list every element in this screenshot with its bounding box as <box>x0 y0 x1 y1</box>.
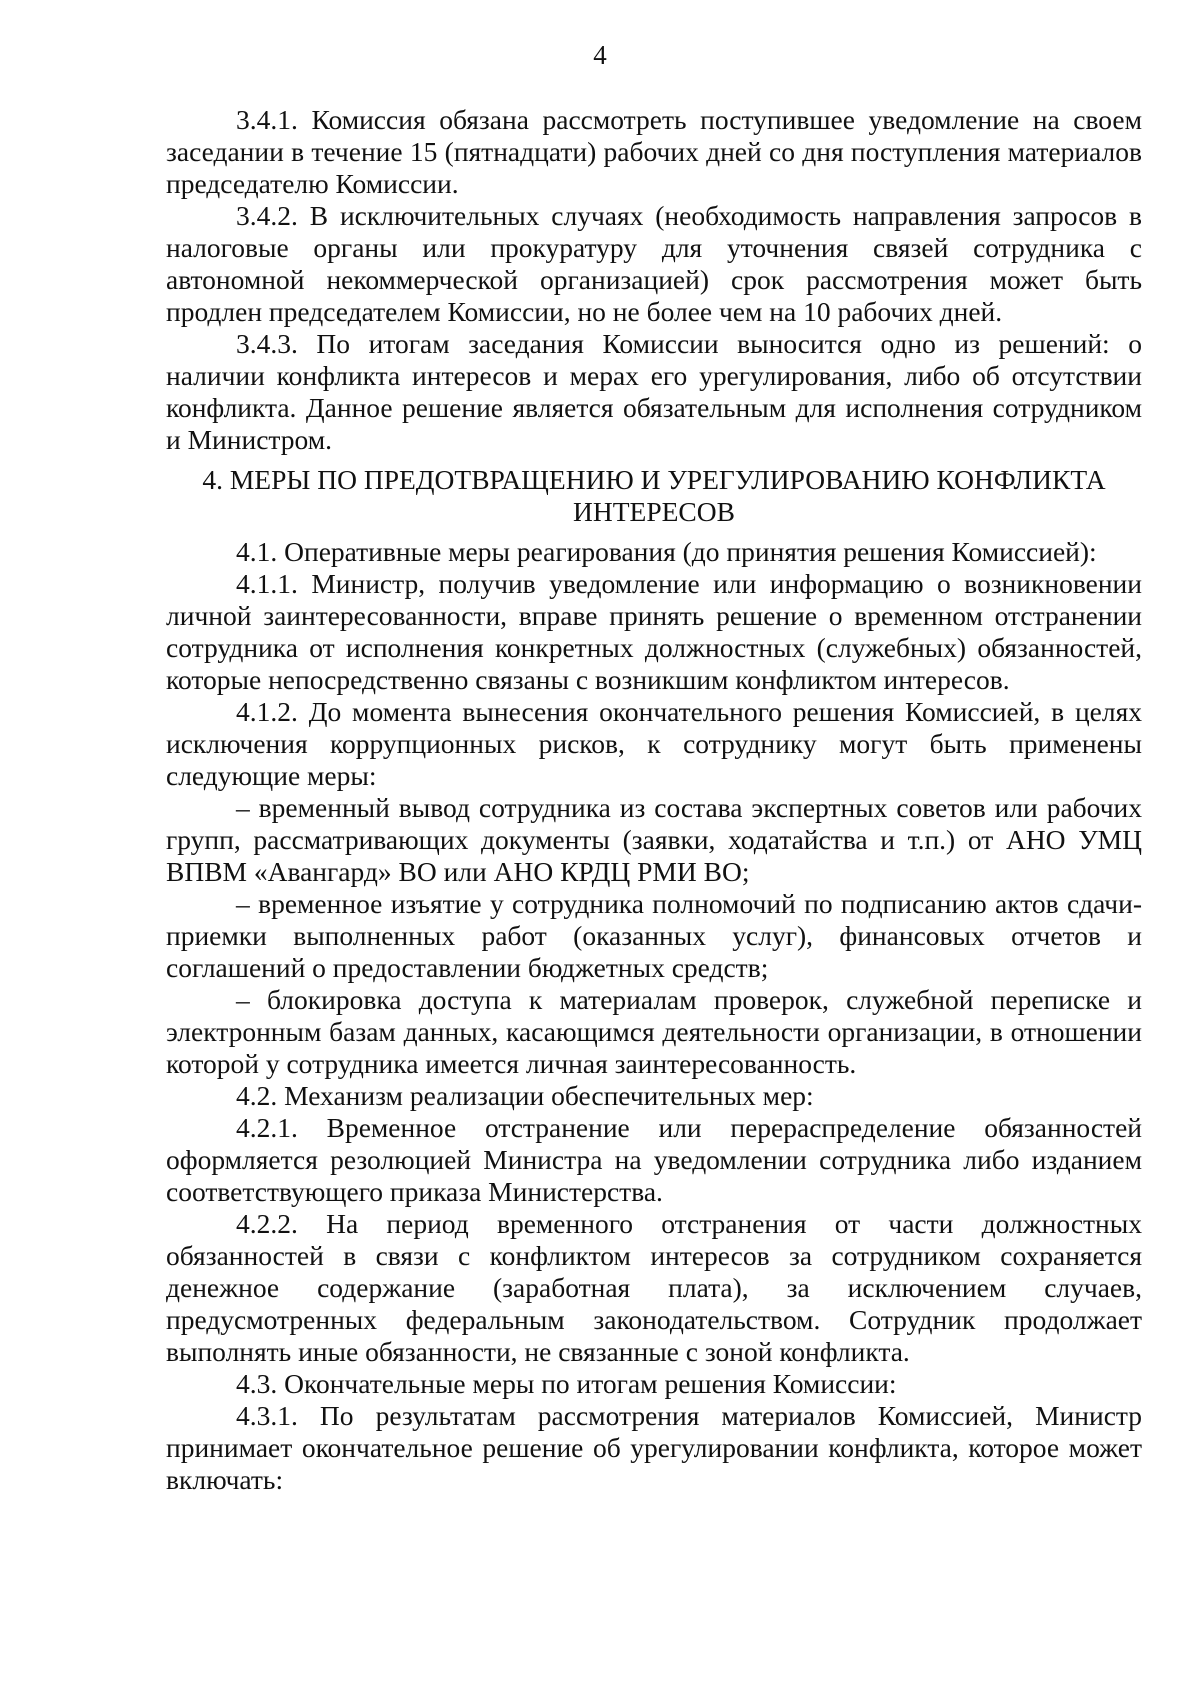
list-item-signing-authority: – временное изъятие у сотрудника полномочий по подписанию актов сдачи-приемки выполненных работ (оказанных услуг), финансовых отчетов и соглашений о предоставлении бюджетных средств; <box>166 888 1142 983</box>
paragraph-4-1-2: 4.1.2. До момента вынесения окончательного решения Комиссией, в целях исключения коррупционных рисков, к сотруднику могут быть применены следующие меры: <box>166 696 1142 791</box>
paragraph-4-3: 4.3. Окончательные меры по итогам решения Комиссии: <box>236 1368 897 1399</box>
paragraph-3-4-1: 3.4.1. Комиссия обязана рассмотреть поступившее уведомление на своем заседании в течение 15 (пятнадцати) рабочих дней со дня поступления материалов председателю Комиссии. <box>166 104 1142 199</box>
list-item-expert-councils: – временный вывод сотрудника из состава экспертных советов или рабочих групп, рассматривающих документы (заявки, ходатайства и т.п.) от АНО УМЦ ВПВМ «Авангард» ВО или АНО КРДЦ РМИ ВО; <box>166 792 1142 887</box>
list-item-access-block: – блокировка доступа к материалам проверок, служебной переписке и электронным базам данных, касающимся деятельности организации, в отношении которой у сотрудника имеется личная заинтересованность. <box>166 984 1142 1079</box>
page-number: 4 <box>593 40 607 70</box>
paragraph-3-4-3: 3.4.3. По итогам заседания Комиссии выносится одно из решений: о наличии конфликта интересов и мерах его урегулирования, либо об отсутствии конфликта. Данное решение является обязательным для исполнения сотрудником и Министром. <box>166 328 1142 455</box>
paragraph-3-4-2: 3.4.2. В исключительных случаях (необходимость направления запросов в налоговые органы или прокуратуру для уточнения связей сотрудника с автономной некоммерческой организацией) срок рассмотрения может быть продлен председателем Комиссии, но не более чем на 10 рабочих дней. <box>166 200 1142 327</box>
paragraph-4-3-1: 4.3.1. По результатам рассмотрения материалов Комиссией, Министр принимает окончательное решение об урегулировании конфликта, которое может включать: <box>166 1400 1142 1495</box>
paragraph-4-1: 4.1. Оперативные меры реагирования (до принятия решения Комиссией): <box>236 536 1097 567</box>
paragraph-4-1-1: 4.1.1. Министр, получив уведомление или информацию о возникновении личной заинтересованности, вправе принять решение о временном отстранении сотрудника от исполнения конкретных должностных (служебных) обязанностей, которые непосредственно связаны с возникшим конфликтом интересов. <box>166 568 1142 695</box>
paragraph-4-2-1: 4.2.1. Временное отстранение или перераспределение обязанностей оформляется резолюцией Министра на уведомлении сотрудника либо изданием соответствующего приказа Министерства. <box>166 1112 1142 1207</box>
paragraph-4-2-2: 4.2.2. На период временного отстранения от части должностных обязанностей в связи с конфликтом интересов за сотрудником сохраняется денежное содержание (заработная плата), за исключением случаев, предусмотренных федеральным законодательством. Сотрудник продолжает выполнять иные обязанности, не связанные с зоной конфликта. <box>166 1208 1142 1367</box>
section-heading: 4. МЕРЫ ПО ПРЕДОТВРАЩЕНИЮ И УРЕГУЛИРОВАНИЮ КОНФЛИКТА ИНТЕРЕСОВ <box>202 464 1106 527</box>
document-body <box>166 104 1142 1496</box>
paragraph-4-2: 4.2. Механизм реализации обеспечительных мер: <box>236 1080 814 1111</box>
